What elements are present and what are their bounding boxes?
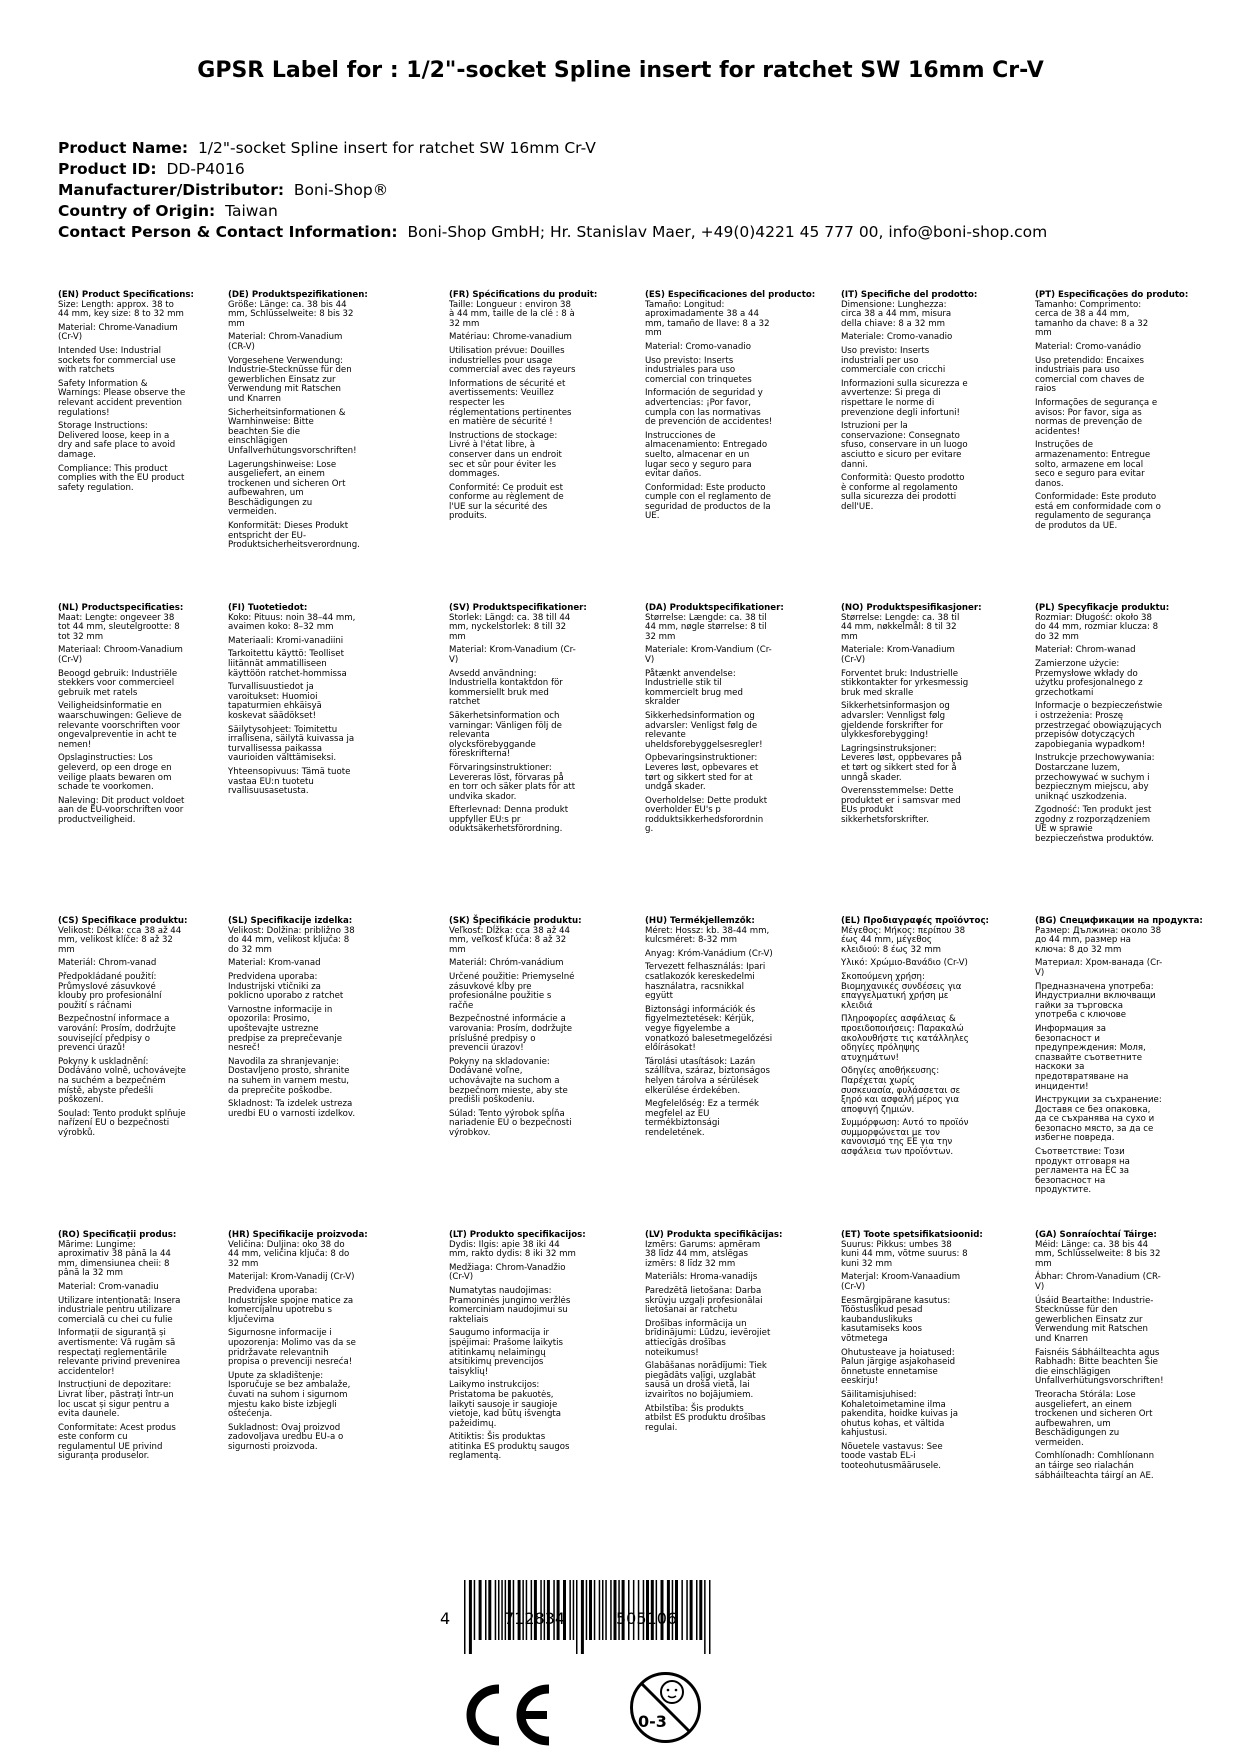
spec-paragraph: Materiale: Krom-Vanadium (Cr-V) <box>841 645 955 665</box>
contact-row <box>58 222 1047 243</box>
spec-paragraph: Dimensione: Lunghezza: circa 38 a 44 mm, misura della chiave: 8 a 32 mm <box>841 299 952 329</box>
spec-block-header: (DE) Produktspezifikationen: <box>228 290 368 300</box>
spec-paragraph: Upute za skladištenje: Isporučuje se bez ambalaže, čuvati na suhom i sigurnom mjestu kako biste izbjegli oštećenja. <box>228 1370 351 1420</box>
spec-block-header: (ES) Especificaciones del producto: <box>645 290 816 300</box>
spec-paragraph: Lagringsinstruksjoner: Leveres løst, oppbevares på et tørt og sikkert sted for å unngå skader. <box>841 743 962 783</box>
spec-block <box>1035 290 1189 536</box>
spec-paragraph: Rozmiar: Długość: około 38 do 44 mm, rozmiar klucza: 8 do 32 mm <box>1035 612 1159 642</box>
spec-block-header: (NO) Produktspesifikasjoner: <box>841 603 982 613</box>
age-warning-label: 0-3 <box>638 1712 667 1731</box>
spec-paragraph: Informații de siguranță și avertismente: Vă rugăm să respectați reglementările relevante privind prevenirea accidentelor! <box>58 1328 181 1377</box>
spec-paragraph: Suurus: Pikkus: umbes 38 kuni 44 mm, võtme suurus: 8 kuni 32 mm <box>841 1239 968 1269</box>
spec-paragraph: Turvallisuustiedot ja varoitukset: Huomioi tapaturmien ehkäisyä koskevat säädökset! <box>228 682 322 721</box>
spec-paragraph: Ohutusteave ja hoiatused: Palun järgige asjakohaseid õnnetuste ennetamise eeskirju! <box>841 1347 956 1387</box>
spec-block-header: (EL) Προδιαγραφές προϊόντος: <box>841 916 989 926</box>
spec-paragraph: Съответствие: Този продукт отговаря на регламента на ЕС за безопасност на продуктите. <box>1035 1147 1130 1196</box>
spec-block-header: (HU) Termékjellemzők: <box>645 916 755 926</box>
spec-paragraph: Compliance: This product complies with the EU product safety regulation. <box>58 463 185 493</box>
spec-block <box>449 290 598 526</box>
spec-block-header: (CS) Specifikace produktu: <box>58 916 188 926</box>
spec-paragraph: Информация за безопасност и предупреждения: Моля, спазвайте съответните наскоки за предотвратяване на инциденти! <box>1035 1023 1146 1092</box>
info-label: Country of Origin: <box>58 202 216 220</box>
spec-paragraph: Určené použitie: Priemyselné zásuvkové kĺby pre profesionálne použitie s račňe <box>449 971 575 1011</box>
spec-paragraph: Materiał: Chrom-wanad <box>1035 645 1136 656</box>
spec-paragraph: Instrukcje przechowywania: Dostarczane luzem, przechowywać w suchym i bezpiecznym miejscu, aby uniknąć uszkodzenia. <box>1035 753 1155 802</box>
spec-paragraph: Yhteensopivuus: Tämä tuote vastaa EU:n tuotetu rvallisuusasetusta. <box>228 766 351 797</box>
spec-paragraph: Istruzioni per la conservazione: Consegnato sfuso, conservare in un luogo asciutto e sicuro per evitare danni. <box>841 421 968 470</box>
spec-block <box>645 1230 783 1437</box>
spec-paragraph: Drošības informācija un brīdinājumi: Lūdzu, ievērojiet attiecīgās drošības noteikumus! <box>645 1318 771 1358</box>
spec-paragraph: Instrucțiuni de depozitare: Livrat liber, păstrați într-un loc uscat și sigur pentru a evita daunele. <box>58 1380 174 1420</box>
spec-block-header: (HR) Specifikacije proizvoda: <box>228 1230 368 1240</box>
barcode-digits-right: 505106 <box>616 1609 678 1628</box>
spec-block <box>449 916 582 1142</box>
spec-paragraph: Οδηγίες αποθήκευσης: Παρέχεται χωρίς συσκευασία, φυλάσσεται σε ξηρό και ασφαλή μέρος για αποφυγή ζημιών. <box>841 1066 961 1115</box>
spec-paragraph: Forventet bruk: Industrielle stikkontakter for yrkesmessig bruk med skralle <box>841 668 969 698</box>
spec-paragraph: Informations de sécurité et avertissements: Veuillez respecter les réglementations pertinentes en matière de sécurité ! <box>449 378 572 428</box>
spec-paragraph: Размер: Дължина: около 38 до 44 mm, размер на ключа: 8 до 32 mm <box>1035 925 1162 955</box>
spec-paragraph: Naleving: Dit product voldoet aan de EU-voorschriften voor productveiligheid. <box>58 795 185 825</box>
spec-paragraph: Υλικό: Χρώμιο-Βανάδιο (Cr-V) <box>841 958 968 969</box>
spec-paragraph: Méid: Länge: ca. 38 bis 44 mm, Schlüsselweite: 8 bis 32 mm <box>1035 1239 1161 1269</box>
info-label: Manufacturer/Distributor: <box>58 181 285 199</box>
spec-paragraph: Overholdelse: Dette produkt overholder EU's p rodduktsikkerhedsforordnin g. <box>645 795 768 835</box>
spec-paragraph: Overensstemmelse: Dette produktet er i samsvar med EUs produkt sikkerhetsforskrifter. <box>841 786 961 825</box>
spec-paragraph: Sukladnost: Ovaj proizvod zadovoljava uredbu EU-a o sigurnosti proizvoda. <box>228 1422 344 1452</box>
spec-paragraph: Navodila za shranjevanje: Dostavljeno prosto, shranite na suhem in varnem mestu, da preprečite poškodbe. <box>228 1056 350 1096</box>
spec-paragraph: Størrelse: Lengde: ca. 38 til 44 mm, nøkkelmål: 8 til 32 mm <box>841 612 960 642</box>
spec-block <box>58 1231 186 1466</box>
spec-paragraph: Material: Crom-vanadiu <box>58 1281 159 1292</box>
spec-paragraph: Zamierzone użycie: Przemysłowe wkłady do użytku profesjonalnego z grzechotkami <box>1035 658 1143 698</box>
age-warning-icon <box>628 1669 703 1746</box>
spec-block <box>228 604 356 801</box>
spec-block-header: (PT) Especificações do produto: <box>1035 290 1189 300</box>
spec-paragraph: Σκοπούμενη χρήση: Βιομηχανικές συνδέσεις για επαγγελματική χρήση με κλειδιά <box>841 971 962 1011</box>
spec-paragraph: Medžiaga: Chrom-Vanadžio (Cr-V) <box>449 1262 566 1283</box>
spec-paragraph: Storlek: Längd: ca. 38 till 44 mm, nyckelstorlek: 8 till 32 mm <box>449 612 571 642</box>
spec-paragraph: Nõuetele vastavus: See toode vastab EL-i tooteohutusmäärusele. <box>841 1441 943 1472</box>
info-value: 1/2"-socket Spline insert for ratchet SW 16mm Cr-V <box>197 139 596 157</box>
spec-paragraph: Soulad: Tento produkt splňuje nařízení EU o bezpečnosti výrobků. <box>58 1108 186 1138</box>
spec-paragraph: Material: Krom-Vanadium (Cr-V) <box>449 645 576 665</box>
page-title: GPSR Label for : 1/2"-socket Spline insert for ratchet SW 16mm Cr-V <box>197 58 1044 83</box>
spec-block <box>449 1230 586 1466</box>
spec-paragraph: Tárolási utasítások: Lazán szállítva, száraz, biztonságos helyen tárolva a sérülések elkerülése érdekében. <box>645 1056 770 1096</box>
spec-paragraph: Størrelse: Længde: ca. 38 til 44 mm, nøgle størrelse: 8 til 32 mm <box>645 612 767 642</box>
ce-mark-icon <box>455 1681 555 1749</box>
spec-paragraph: Materiaali: Kromi-vanadiini <box>228 635 344 646</box>
spec-paragraph: Μέγεθος: Μήκος: περίπου 38 έως 44 mm, μέγεθος κλειδιού: 8 έως 32 mm <box>841 925 966 955</box>
spec-block <box>1035 916 1203 1200</box>
spec-paragraph: Veličina: Duljina: oko 38 do 44 mm, veličina ključa: 8 do 32 mm <box>228 1239 350 1269</box>
spec-paragraph: Conformité: Ce produit est conforme au règlement de l'UE sur la sécurité des produits. <box>449 482 564 522</box>
spec-paragraph: Πληροφορίες ασφάλειας & προειδοποιήσεις: Παρακαλώ ακολουθήστε τις κατάλληλες οδηγίες πρόληψης ατυχημάτων! <box>841 1014 969 1063</box>
spec-paragraph: Ábhar: Chrom-Vanadium (CR-V) <box>1035 1272 1161 1292</box>
spec-paragraph: Tervezett felhasználás: Ipari csatlakozók kereskedelmi használatra, racsnikkal együtt <box>645 962 766 1002</box>
spec-paragraph: Säilitamisjuhised: Kohaletoimetamine ilma pakendita, hoidke kuivas ja ohutus kohas, et vältida kahjustusi. <box>841 1389 959 1439</box>
spec-paragraph: Méret: Hossz: kb. 38-44 mm, kulcsméret: 8-32 mm <box>645 925 770 946</box>
spec-paragraph: Material: Krom-vanad <box>228 958 321 969</box>
spec-paragraph: Safety Information & Warnings: Please observe the relevant accident prevention regulations! <box>58 378 186 418</box>
spec-paragraph: Faisnéis Sábháilteachta agus Rabhadh: Bitte beachten Sie die einschlägigen Unfallverhütungsvorschriften! <box>1035 1347 1164 1387</box>
spec-paragraph: Beoogd gebruik: Industriële stekkers voor commercieel gebruik met ratels <box>58 668 178 698</box>
spec-block-header: (LT) Produkto specifikacijos: <box>449 1230 586 1240</box>
spec-block-header: (PL) Specyfikacje produktu: <box>1035 603 1170 613</box>
spec-block-header: (IT) Specifiche del prodotto: <box>841 290 978 300</box>
spec-paragraph: Material: Cromo-vanadio <box>645 341 751 352</box>
spec-paragraph: Bezpečnostní informace a varování: Prosím, dodržujte související předpisy o prevenci úrazů! <box>58 1014 176 1054</box>
spec-block <box>645 917 773 1142</box>
country-row <box>58 201 1047 222</box>
spec-paragraph: Izmērs: Garums: apmēram 38 līdz 44 mm, atslēgas izmērs: 8 līdz 32 mm <box>645 1239 761 1269</box>
spec-paragraph: Laikymo instrukcijos: Pristatoma be pakuotės, laikyti sausoje ir saugioje vietoje, kad būtų išvengta pažeidimų. <box>449 1380 562 1429</box>
info-value: Boni-Shop GmbH; Hr. Stanislav Maer, +49(0)4221 45 777 00, info@boni-shop.com <box>407 223 1048 241</box>
spec-paragraph: Tamanho: Comprimento: cerca de 38 a 44 mm, tamanho da chave: 8 a 32 mm <box>1035 299 1149 339</box>
spec-paragraph: Materiāls: Hroma-vanadijs <box>645 1272 758 1283</box>
spec-paragraph: Varnostne informacije in opozorila: Prosimo, upoštevajte ustrezne predpise za preprečevanje nesreč! <box>228 1004 343 1054</box>
spec-paragraph: Mărime: Lungime: aproximativ 38 până la 44 mm, dimensiunea cheii: 8 până la 32 mm <box>58 1239 171 1279</box>
spec-paragraph: Predviđena uporaba: Industrijske spojne matice za komercijalnu upotrebu s ključevima <box>228 1285 354 1325</box>
spec-paragraph: Uso pretendido: Encaixes industriais para uso comercial com chaves de raios <box>1035 355 1145 395</box>
spec-block-header: (ET) Toote spetsifikatsioonid: <box>841 1230 983 1240</box>
spec-paragraph: Numatytas naudojimas: Pramoninės jungimo veržlės komerciniam naudojimui su rakteliais <box>449 1285 571 1325</box>
spec-paragraph: Megfelelőség: Ez a termék megfelel az EU termékbiztonsági rendeletének. <box>645 1099 759 1138</box>
spec-paragraph: Veľkosť: Dĺžka: cca 38 až 44 mm, veľkosť kľúča: 8 až 32 mm <box>449 925 570 955</box>
spec-block-header: (GA) Sonraíochtaí Táirge: <box>1035 1230 1157 1240</box>
spec-block-header: (SL) Specifikacije izdelka: <box>228 916 353 926</box>
spec-paragraph: Glabāšanas norādījumi: Tiek piegādāts vaļīgi, uzglabāt sausā un drošā vietā, lai izvairītos no bojājumiem. <box>645 1361 767 1400</box>
spec-paragraph: Paredzētā lietošana: Darba skrūvju uzgaļi profesionālai lietošanai ar ratchetu <box>645 1285 763 1316</box>
spec-block <box>58 604 186 829</box>
info-label: Product Name: <box>58 139 189 157</box>
spec-block <box>645 290 816 526</box>
spec-paragraph: Materiale: Cromo-vanadio <box>841 332 953 343</box>
spec-paragraph: Atbilstība: Šis produkts atbilst ES produktu drošības regulai. <box>645 1403 766 1433</box>
spec-paragraph: Utilizare intenționată: Insera industriale pentru utilizare comercială cu chei cu fulie <box>58 1295 181 1325</box>
spec-paragraph: Pokyny k uskladnění: Dodáváno volně, uchovávejte na suchém a bezpečném místě, abyste předešli poškození. <box>58 1056 186 1106</box>
spec-paragraph: Säkerhetsinformation och varningar: Vänligen följ de relevanta olycksförebyggande föreskrifterna! <box>449 710 562 760</box>
spec-block-header: (BG) Спецификации на продукта: <box>1035 916 1203 926</box>
spec-paragraph: Sikkerhedsinformation og advarsler: Venligst følg de relevante uheldsforebyggelsesregler! <box>645 710 763 750</box>
info-value: DD-P4016 <box>166 160 245 178</box>
spec-paragraph: Súlad: Tento výrobok spĺňa nariadenie EÚ o bezpečnosti výrobkov. <box>449 1108 572 1138</box>
spec-paragraph: Opbevaringsinstruktioner: Leveres løst, opbevares et tørt og sikkert sted for at undgå skader. <box>645 753 759 793</box>
spec-paragraph: Vorgesehene Verwendung: Industrie-Stecknüsse für den gewerblichen Einsatz zur Verwendung mit Ratschen und Knarren <box>228 355 352 404</box>
spec-paragraph: Инструкции за съхранение: Доставя се без опаковка, да се съхранява на сухо и безопасно място, за да се избегне повреда. <box>1035 1095 1162 1144</box>
info-label: Contact Person & Contact Information: <box>58 223 398 241</box>
spec-block-header: (SK) Špecifikácie produktu: <box>449 916 582 926</box>
spec-paragraph: Velikost: Délka: cca 38 až 44 mm, velikost klíče: 8 až 32 mm <box>58 925 182 955</box>
spec-block <box>58 290 194 497</box>
product-name-row <box>58 138 1047 159</box>
spec-block-header: (EN) Product Specifications: <box>58 290 194 300</box>
spec-paragraph: Sikkerhetsinformasjon og advarsler: Vennligst følg gjeldende forskrifter for ulykkesforebygging! <box>841 701 950 741</box>
spec-paragraph: Matériau: Chrome-vanadium <box>449 332 572 343</box>
spec-paragraph: Předpokládané použití: Průmyslové zásuvkové klouby pro profesionální použití s ráčnami <box>58 971 162 1011</box>
spec-paragraph: Dydis: Ilgis: apie 38 iki 44 mm, rakto dydis: 8 iki 32 mm <box>449 1239 576 1260</box>
spec-paragraph: Conformidade: Este produto está em conformidade com o regulamento de segurança de produtos da UE. <box>1035 492 1161 532</box>
spec-block-header: (RO) Specificații produs: <box>58 1230 177 1240</box>
spec-paragraph: Instructions de stockage: Livré à l'état libre, à conserver dans un endroit sec et sûr pour éviter les dommages. <box>449 430 562 480</box>
spec-paragraph: Storage Instructions: Delivered loose, keep in a dry and safe place to avoid damage. <box>58 421 176 460</box>
spec-paragraph: Uso previsto: Inserts industriales para uso comercial con trinquetes <box>645 355 752 385</box>
spec-paragraph: Pokyny na skladovanie: Dodávané voľne, uchovávajte na suchom a bezpečnom mieste, aby ste predišli poškodeniu. <box>449 1056 568 1106</box>
spec-block-header: (LV) Produkta specifikācijas: <box>645 1230 783 1240</box>
spec-block <box>228 290 368 555</box>
spec-paragraph: Påtænkt anvendelse: Industrielle stik til kommercielt brug med skralder <box>645 668 743 708</box>
spec-paragraph: Förvaringsinstruktioner: Levereras löst, förvaras på en torr och säker plats för att undvika skador. <box>449 762 576 802</box>
spec-paragraph: Opslaginstructies: Los geleverd, op een droge en veilige plaats bewaren om schade te voorkomen. <box>58 753 172 793</box>
spec-paragraph: Informações de segurança e avisos: Por favor, siga as normas de prevenção de acidentes! <box>1035 397 1158 437</box>
spec-paragraph: Size: Length: approx. 38 to 44 mm, key size: 8 to 32 mm <box>58 299 184 320</box>
spec-block-header: (DA) Produktspecifikationer: <box>645 603 784 613</box>
spec-paragraph: Anyag: Króm-Vanádium (Cr-V) <box>645 948 773 959</box>
spec-paragraph: Materjal: Kroom-Vanaadium (Cr-V) <box>841 1272 961 1292</box>
spec-paragraph: Velikost: Dolžina: približno 38 do 44 mm, velikost ključa: 8 do 32 mm <box>228 925 355 955</box>
spec-paragraph: Informazioni sulla sicurezza e avvertenze: Si prega di rispettare le norme di prevenzione degli infortuni! <box>841 378 968 418</box>
spec-paragraph: Materiaal: Chroom-Vanadium (Cr-V) <box>58 645 183 665</box>
spec-paragraph: Bezpečnostné informácie a varovania: Prosím, dodržujte príslušné predpisy o prevencii úrazov! <box>449 1014 573 1054</box>
manufacturer-row <box>58 180 1047 201</box>
spec-block-header: (SV) Produktspecifikationer: <box>449 603 587 613</box>
spec-paragraph: Tarkoitettu käyttö: Teolliset liitännät ammatilliseen käyttöön ratchet-hommissa <box>228 649 347 679</box>
spec-block-header: (NL) Productspecificaties: <box>58 603 184 613</box>
spec-block <box>841 916 989 1162</box>
spec-paragraph: Utilisation prévue: Douilles industrielles pour usage commercial avec des rayeurs <box>449 345 576 376</box>
spec-paragraph: Úsáid Beartaithe: Industrie-Stecknüsse für den gewerblichen Einsatz zur Verwendung mit Ratschen und Knarren <box>1035 1295 1154 1344</box>
info-label: Product ID: <box>58 160 157 178</box>
spec-paragraph: Material: Chrome-Vanadium (Cr-V) <box>58 322 178 343</box>
spec-paragraph: Informacje o bezpieczeństwie i ostrzeżenia: Proszę przestrzegać obowiązujących przepisów dotyczących zapobiegania wypadkom! <box>1035 701 1163 750</box>
spec-block-header: (FR) Spécifications du produit: <box>449 290 598 300</box>
spec-paragraph: Predvidena uporaba: Industrijski vtičniki za poklicno uporabo z ratchet <box>228 971 344 1002</box>
spec-paragraph: Biztonsági információk és figyelmeztetések: Kérjük, vegye figyelembe a vonatkozó balesetmegelőzési előírásokat! <box>645 1004 773 1054</box>
spec-paragraph: Taille: Longueur : environ 38 à 44 mm, taille de la clé : 8 à 32 mm <box>449 299 575 329</box>
spec-paragraph: Avsedd användning: Industriella kontaktdon för kommersiellt bruk med ratchet <box>449 668 563 708</box>
spec-paragraph: Materiale: Krom-Vandium (Cr-V) <box>645 645 772 665</box>
barcode-digit-prefix: 4 <box>440 1609 451 1628</box>
spec-block-header: (FI) Tuotetiedot: <box>228 603 308 613</box>
spec-paragraph: Conformità: Questo prodotto è conforme al regolamento sulla sicurezza dei prodotti dell'UE. <box>841 473 965 512</box>
spec-paragraph: Saugumo informacija ir įspėjimai: Prašome laikytis atitinkamų nelaimingų atsitikimų prevencijos taisyklių! <box>449 1328 564 1377</box>
spec-paragraph: Instruções de armazenamento: Entregue solto, armazene em local seco e seguro para evitar danos. <box>1035 440 1151 489</box>
spec-paragraph: Comhlíonadh: Comhlíonann an táirge seo rialachán sábháilteachta táirgí an AE. <box>1035 1451 1155 1481</box>
spec-paragraph: Materijal: Krom-Vanadij (Cr-V) <box>228 1272 355 1283</box>
spec-paragraph: Συμμόρφωση: Αυτό το προϊόν συμμορφώνεται με τον κανονισμό της ΕΕ για την ασφάλεια των προϊόντων. <box>841 1118 969 1158</box>
spec-paragraph: Conformitate: Acest produs este conform cu regulamentul UE privind siguranța produselor. <box>58 1422 176 1462</box>
spec-paragraph: Material: Cromo-vanádio <box>1035 341 1141 352</box>
spec-paragraph: Maat: Lengte: ongeveer 38 tot 44 mm, sleutelgrootte: 8 tot 32 mm <box>58 612 180 642</box>
spec-paragraph: Sigurnosne informacije i upozorenja: Molimo vas da se pridržavate relevantnih propisa o prevenciji nesreća! <box>228 1328 356 1368</box>
spec-block <box>841 290 978 516</box>
spec-paragraph: Skladnost: Ta izdelek ustreza uredbi EU o varnosti izdelkov. <box>228 1099 356 1119</box>
spec-paragraph: Veiligheidsinformatie en waarschuwingen: Gelieve de relevante voorschriften voor ongevalpreventie in acht te nemen! <box>58 701 182 750</box>
spec-paragraph: Zgodność: Ten produkt jest zgodny z rozporządzeniem UE w sprawie bezpieczeństwa produktów. <box>1035 805 1154 845</box>
spec-paragraph: Tamaño: Longitud: aproximadamente 38 a 44 mm, tamaño de llave: 8 a 32 mm <box>645 299 770 339</box>
spec-paragraph: Conformidad: Este producto cumple con el reglamento de seguridad de productos de la UE. <box>645 482 771 522</box>
spec-paragraph: Sicherheitsinformationen & Warnhinweise: Bitte beachten Sie die einschlägigen Unfallverhütungsvorschriften! <box>228 407 357 456</box>
info-value: Taiwan <box>225 202 278 220</box>
product-id-row <box>58 159 1047 180</box>
spec-paragraph: Предназначена употреба: Индустриални включващи гайки за търговска употреба с ключове <box>1035 981 1156 1021</box>
spec-block <box>449 603 587 839</box>
spec-paragraph: Material: Chrom-Vanadium (CR-V) <box>228 332 343 352</box>
spec-paragraph: Größe: Länge: ca. 38 bis 44 mm, Schlüsselweite: 8 bis 32 mm <box>228 299 354 329</box>
spec-paragraph: Información de seguridad y advertencias: ¡Por favor, cumpla con las normativas de prevención de accidentes! <box>645 388 773 428</box>
spec-block <box>1035 603 1170 849</box>
spec-paragraph: Säilytysohjeet: Toimitettu irrallisena, säilytä kuivassa ja turvallisessa paikassa vaurioiden välttämiseksi. <box>228 724 355 764</box>
spec-paragraph: Atitiktis: Šis produktas atitinka ES produktų saugos reglamentą. <box>449 1432 570 1462</box>
spec-paragraph: Uso previsto: Inserts industriali per uso commerciale con cricchi <box>841 345 946 376</box>
spec-block <box>228 1230 368 1456</box>
spec-block <box>841 1230 983 1476</box>
product-info <box>58 138 1047 243</box>
spec-paragraph: Materiál: Chróm-vanádium <box>449 958 564 969</box>
spec-paragraph: Koko: Pituus: noin 38–44 mm, avaimen koko: 8–32 mm <box>228 612 356 633</box>
info-value: Boni-Shop® <box>293 181 389 199</box>
spec-paragraph: Материал: Хром-ванада (Cr-V) <box>1035 958 1163 978</box>
spec-paragraph: Instrucciones de almacenamiento: Entregado suelto, almacenar en un lugar seco y seguro para evitar daños. <box>645 430 768 480</box>
spec-paragraph: Lagerungshinweise: Lose ausgeliefert, an einem trockenen und sicheren Ort aufbewahren, um Beschädigungen zu vermeiden. <box>228 459 346 518</box>
barcode-image <box>440 1580 740 1672</box>
spec-block <box>228 917 356 1123</box>
spec-block <box>841 603 982 829</box>
spec-paragraph: Intended Use: Industrial sockets for commercial use with ratchets <box>58 345 176 376</box>
spec-paragraph: Eesmärgipärane kasutus: Tööstuslikud pesad kaubanduslikuks kasutamiseks koos võtmetega <box>841 1295 951 1344</box>
spec-block <box>58 917 186 1142</box>
spec-paragraph: Efterlevnad: Denna produkt uppfyller EU:s pr oduktsäkerhetsförordning. <box>449 805 569 835</box>
spec-paragraph: Konformität: Dieses Produkt entspricht der EU-Produktsicherheitsverordnung. <box>228 521 360 551</box>
spec-block <box>1035 1231 1163 1485</box>
spec-paragraph: Materiál: Chrom-vanad <box>58 958 157 969</box>
spec-paragraph: Treoracha Stórála: Lose ausgeliefert, an einem trockenen und sicheren Ort aufbewahren, um Beschädigungen zu vermeiden. <box>1035 1389 1153 1448</box>
spec-block <box>645 603 784 839</box>
barcode-digits-left: 712834 <box>504 1609 566 1628</box>
